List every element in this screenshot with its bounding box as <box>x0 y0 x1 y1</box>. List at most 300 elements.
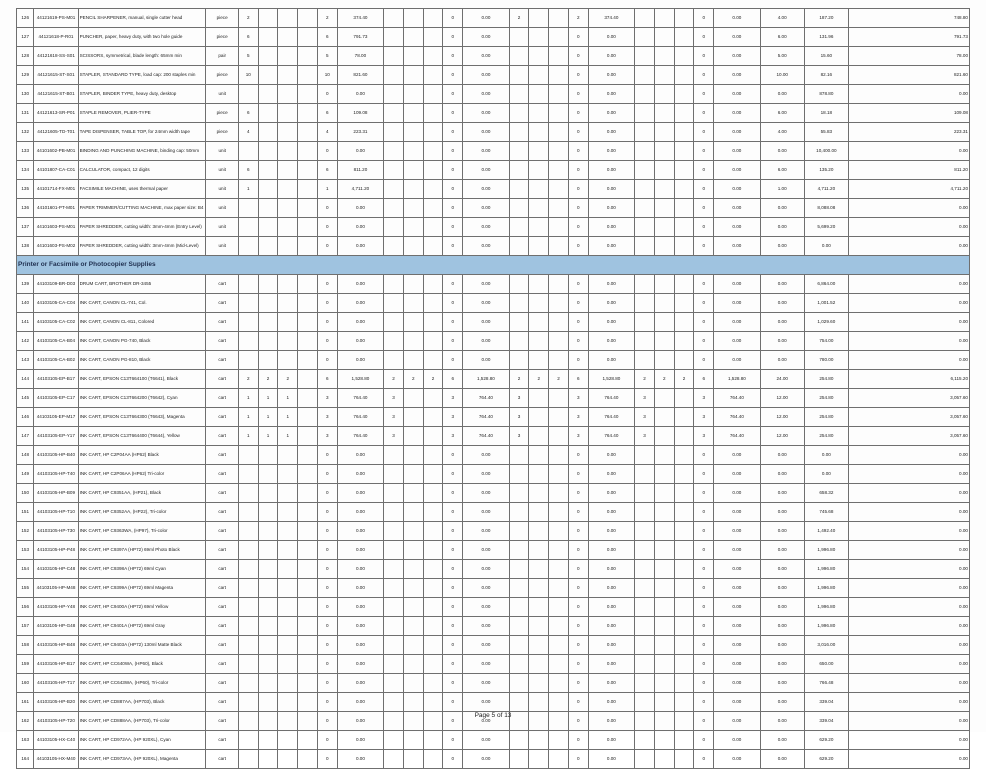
qty-cell <box>238 655 258 674</box>
qty-cell <box>635 28 655 47</box>
qty-cell <box>654 598 674 617</box>
qty-cell <box>238 294 258 313</box>
qty-cell <box>298 47 318 66</box>
item-description: INK CART, HP C2P04AA (HP62) Black <box>78 446 206 465</box>
item-number: 139 <box>17 275 34 294</box>
qty-cell <box>529 237 549 256</box>
qty-cell <box>654 123 674 142</box>
qty-cell <box>549 85 569 104</box>
qty-cell <box>509 294 529 313</box>
qty-cell <box>509 636 529 655</box>
qty-cell <box>529 199 549 218</box>
qty-cell <box>298 541 318 560</box>
qty-cell <box>654 522 674 541</box>
qty-cell <box>529 731 549 750</box>
section-title: Printer or Facsimile or Photocopier Supplies <box>17 256 970 275</box>
qty-cell <box>423 408 443 427</box>
qty-subtotal: 0 <box>568 66 588 85</box>
qty-subtotal: 0 <box>317 750 337 769</box>
qty-cell <box>384 579 404 598</box>
qty-subtotal: 0 <box>568 541 588 560</box>
qty-cell <box>298 199 318 218</box>
qty-subtotal: 0 <box>694 199 714 218</box>
table-row <box>17 389 970 408</box>
amount-cell: 0.00 <box>588 180 634 199</box>
qty-subtotal: 0 <box>443 199 463 218</box>
qty-cell <box>298 9 318 28</box>
unit-price: 650.00 <box>804 655 848 674</box>
qty-cell <box>549 123 569 142</box>
qty-cell <box>509 123 529 142</box>
qty-cell <box>549 636 569 655</box>
total-amount: 0.00 <box>848 199 969 218</box>
qty-cell <box>509 313 529 332</box>
qty-subtotal: 0 <box>568 560 588 579</box>
item-number: 133 <box>17 142 34 161</box>
qty-cell <box>549 731 569 750</box>
unit: cart <box>206 731 239 750</box>
table-row <box>17 370 970 389</box>
qty-cell <box>423 598 443 617</box>
amount-cell: 0.00 <box>337 332 383 351</box>
qty-subtotal: 0 <box>443 28 463 47</box>
amount-cell: 811.20 <box>337 161 383 180</box>
item-code: 44103105-HP-B17 <box>34 655 78 674</box>
total-amount: 0.00 <box>848 617 969 636</box>
item-code: 44103105-HP-T20 <box>34 712 78 731</box>
qty-cell <box>423 142 443 161</box>
qty-subtotal: 0 <box>694 731 714 750</box>
amount-cell: 0.00 <box>588 47 634 66</box>
table-body-bottom <box>17 275 970 769</box>
qty-cell: 2 <box>384 370 404 389</box>
qty-cell <box>384 199 404 218</box>
amount-cell: 0.00 <box>714 579 760 598</box>
amount-cell: 374.40 <box>337 9 383 28</box>
total-amount: 0.00 <box>848 237 969 256</box>
qty-subtotal: 0 <box>317 636 337 655</box>
amount-cell: 0.00 <box>463 180 509 199</box>
qty-cell <box>403 294 423 313</box>
qty-cell <box>549 28 569 47</box>
qty-cell <box>423 123 443 142</box>
qty-subtotal: 0 <box>694 712 714 731</box>
total-quantity: 0.00 <box>760 693 804 712</box>
total-amount: 0.00 <box>848 313 969 332</box>
unit: unit <box>206 161 239 180</box>
qty-cell <box>654 66 674 85</box>
qty-cell <box>509 579 529 598</box>
qty-subtotal: 0 <box>568 104 588 123</box>
qty-cell <box>423 427 443 446</box>
qty-subtotal: 0 <box>694 655 714 674</box>
qty-subtotal: 0 <box>568 85 588 104</box>
total-amount: 4,711.20 <box>848 180 969 199</box>
qty-cell <box>238 636 258 655</box>
amount-cell: 0.00 <box>714 28 760 47</box>
qty-cell <box>238 731 258 750</box>
qty-cell <box>423 693 443 712</box>
item-code: 44121615-ST-B01 <box>34 85 78 104</box>
qty-cell <box>403 332 423 351</box>
qty-cell <box>674 85 694 104</box>
qty-cell <box>654 560 674 579</box>
qty-cell <box>529 180 549 199</box>
qty-cell <box>258 541 278 560</box>
qty-subtotal: 0 <box>568 712 588 731</box>
qty-cell: 3 <box>635 389 655 408</box>
amount-cell: 0.00 <box>337 693 383 712</box>
amount-cell: 0.00 <box>714 66 760 85</box>
qty-cell <box>509 674 529 693</box>
item-description: INK CART, CANON PG-740, Black <box>78 332 206 351</box>
amount-cell: 0.00 <box>463 636 509 655</box>
item-description: INK CART, HP CC643WA, (HP60), Tri-color <box>78 674 206 693</box>
qty-cell <box>529 123 549 142</box>
unit-price: 0.00 <box>804 237 848 256</box>
qty-cell <box>403 104 423 123</box>
item-number: 155 <box>17 579 34 598</box>
qty-cell <box>549 313 569 332</box>
total-quantity: 0.00 <box>760 294 804 313</box>
amount-cell: 0.00 <box>714 275 760 294</box>
qty-subtotal: 0 <box>694 693 714 712</box>
qty-cell <box>384 446 404 465</box>
amount-cell: 0.00 <box>714 731 760 750</box>
qty-subtotal: 0 <box>568 693 588 712</box>
qty-subtotal: 0 <box>443 579 463 598</box>
qty-subtotal: 5 <box>317 47 337 66</box>
item-description: INK CART, EPSON C13T664300 (T6643), Magenta <box>78 408 206 427</box>
unit: cart <box>206 332 239 351</box>
qty-subtotal: 0 <box>568 218 588 237</box>
qty-cell <box>635 446 655 465</box>
qty-subtotal: 0 <box>443 104 463 123</box>
qty-cell <box>529 541 549 560</box>
qty-cell <box>384 693 404 712</box>
qty-cell: 1 <box>238 389 258 408</box>
qty-cell <box>258 598 278 617</box>
qty-subtotal: 0 <box>317 351 337 370</box>
item-description: DRUM CART, BROTHER DR-3455 <box>78 275 206 294</box>
qty-cell <box>635 104 655 123</box>
qty-cell <box>258 560 278 579</box>
qty-subtotal: 0 <box>694 446 714 465</box>
qty-cell <box>674 180 694 199</box>
qty-cell <box>403 66 423 85</box>
qty-cell: 2 <box>549 370 569 389</box>
qty-cell <box>384 161 404 180</box>
qty-cell <box>654 446 674 465</box>
qty-cell <box>258 731 278 750</box>
qty-cell <box>529 636 549 655</box>
qty-cell <box>529 598 549 617</box>
table-row <box>17 731 970 750</box>
qty-cell <box>258 142 278 161</box>
qty-cell: 2 <box>529 370 549 389</box>
item-description: FACSIMILE MACHINE, uses thermal paper <box>78 180 206 199</box>
total-amount: 0.00 <box>848 522 969 541</box>
amount-cell: 0.00 <box>463 294 509 313</box>
qty-cell <box>403 731 423 750</box>
qty-subtotal: 0 <box>694 313 714 332</box>
qty-cell: 3 <box>384 389 404 408</box>
qty-cell <box>298 446 318 465</box>
qty-subtotal: 0 <box>443 522 463 541</box>
amount-cell: 0.00 <box>463 712 509 731</box>
unit: cart <box>206 636 239 655</box>
qty-cell <box>403 275 423 294</box>
total-quantity: 10.00 <box>760 66 804 85</box>
item-number: 162 <box>17 712 34 731</box>
amount-cell: 0.00 <box>588 541 634 560</box>
qty-cell <box>403 237 423 256</box>
unit-price: 1,996.80 <box>804 617 848 636</box>
item-code: 44103105-EP-Y17 <box>34 427 78 446</box>
item-description: PUNCHER, paper, heavy duty, with two hole guide <box>78 28 206 47</box>
qty-cell <box>674 446 694 465</box>
amount-cell: 0.00 <box>714 674 760 693</box>
qty-subtotal: 0 <box>443 750 463 769</box>
qty-subtotal: 0 <box>568 503 588 522</box>
amount-cell: 0.00 <box>337 218 383 237</box>
unit-price: 1,996.80 <box>804 598 848 617</box>
amount-cell: 0.00 <box>588 731 634 750</box>
item-description: INK CART, HP CD888AA, (HP703), Tri-color <box>78 712 206 731</box>
table-row <box>17 104 970 123</box>
qty-cell <box>238 446 258 465</box>
item-code: 44103105-CA-B02 <box>34 351 78 370</box>
qty-cell <box>298 731 318 750</box>
item-number: 128 <box>17 47 34 66</box>
qty-cell <box>423 465 443 484</box>
qty-cell <box>384 617 404 636</box>
qty-cell <box>635 161 655 180</box>
item-code: 44101714-FX-M01 <box>34 180 78 199</box>
item-description: INK CART, HP CD972AA, (HP 920XL), Cyan <box>78 731 206 750</box>
qty-subtotal: 0 <box>443 484 463 503</box>
unit: unit <box>206 199 239 218</box>
qty-cell <box>509 522 529 541</box>
qty-cell <box>298 161 318 180</box>
qty-subtotal: 0 <box>317 541 337 560</box>
qty-cell <box>298 123 318 142</box>
qty-cell <box>403 484 423 503</box>
qty-cell <box>635 199 655 218</box>
qty-cell <box>635 9 655 28</box>
amount-cell: 0.00 <box>588 218 634 237</box>
qty-cell <box>509 465 529 484</box>
table-row <box>17 503 970 522</box>
unit: cart <box>206 712 239 731</box>
unit: piece <box>206 123 239 142</box>
amount-cell: 0.00 <box>337 294 383 313</box>
unit: cart <box>206 598 239 617</box>
qty-cell <box>509 47 529 66</box>
item-code: 44103105-HP-P48 <box>34 541 78 560</box>
qty-subtotal: 0 <box>317 199 337 218</box>
qty-cell <box>278 66 298 85</box>
qty-cell <box>298 332 318 351</box>
qty-subtotal: 0 <box>317 237 337 256</box>
qty-cell <box>635 313 655 332</box>
qty-cell <box>509 446 529 465</box>
qty-subtotal: 0 <box>443 731 463 750</box>
amount-cell: 0.00 <box>588 294 634 313</box>
item-number: 150 <box>17 484 34 503</box>
qty-cell <box>278 636 298 655</box>
total-amount: 0.00 <box>848 731 969 750</box>
amount-cell: 0.00 <box>714 161 760 180</box>
amount-cell: 0.00 <box>463 465 509 484</box>
qty-cell <box>674 541 694 560</box>
amount-cell: 0.00 <box>463 104 509 123</box>
qty-cell <box>258 294 278 313</box>
total-quantity: 0.00 <box>760 85 804 104</box>
unit-price: 1,996.80 <box>804 541 848 560</box>
amount-cell: 764.40 <box>337 389 383 408</box>
qty-cell <box>278 104 298 123</box>
item-number: 160 <box>17 674 34 693</box>
total-quantity: 0.00 <box>760 503 804 522</box>
qty-subtotal: 3 <box>694 408 714 427</box>
qty-subtotal: 0 <box>317 218 337 237</box>
qty-cell <box>384 237 404 256</box>
item-description: TAPE DISPENSER, TABLE TOP, for 24mm width tape <box>78 123 206 142</box>
total-amount: 109.08 <box>848 104 969 123</box>
item-number: 156 <box>17 598 34 617</box>
unit: cart <box>206 465 239 484</box>
qty-cell <box>238 522 258 541</box>
qty-subtotal: 0 <box>568 275 588 294</box>
item-code: 44121605-TD-T01 <box>34 123 78 142</box>
qty-cell <box>654 541 674 560</box>
qty-cell <box>384 294 404 313</box>
qty-cell <box>635 541 655 560</box>
item-code: 44103105-CA-B04 <box>34 332 78 351</box>
qty-cell <box>423 617 443 636</box>
amount-cell: 0.00 <box>714 750 760 769</box>
qty-cell <box>654 294 674 313</box>
item-description: INK CART, EPSON C13T664100 (T6641), Black <box>78 370 206 389</box>
qty-subtotal: 0 <box>694 218 714 237</box>
item-description: INK CART, CANON CL-811, Colored <box>78 313 206 332</box>
amount-cell: 764.40 <box>588 408 634 427</box>
amount-cell: 0.00 <box>463 541 509 560</box>
qty-cell <box>529 104 549 123</box>
qty-cell <box>529 275 549 294</box>
qty-cell <box>529 408 549 427</box>
table-row <box>17 313 970 332</box>
item-description: INK CART, EPSON C13T664400 (T6644), Yellow <box>78 427 206 446</box>
amount-cell: 0.00 <box>463 617 509 636</box>
qty-cell <box>278 750 298 769</box>
amount-cell: 0.00 <box>714 693 760 712</box>
qty-cell <box>238 598 258 617</box>
total-amount: 0.00 <box>848 579 969 598</box>
qty-cell <box>674 218 694 237</box>
qty-cell <box>403 28 423 47</box>
qty-cell <box>635 674 655 693</box>
qty-cell <box>423 750 443 769</box>
item-description: INK CART, HP CD973AA, (HP 920XL), Magenta <box>78 750 206 769</box>
qty-cell <box>384 28 404 47</box>
table-row <box>17 275 970 294</box>
amount-cell: 0.00 <box>588 693 634 712</box>
amount-cell: 764.40 <box>714 408 760 427</box>
qty-cell <box>509 655 529 674</box>
item-number: 129 <box>17 66 34 85</box>
qty-subtotal: 3 <box>694 427 714 446</box>
qty-cell: 10 <box>238 66 258 85</box>
qty-cell <box>549 332 569 351</box>
qty-subtotal: 0 <box>443 332 463 351</box>
qty-cell <box>403 199 423 218</box>
qty-cell <box>403 522 423 541</box>
qty-cell <box>423 47 443 66</box>
qty-cell <box>674 28 694 47</box>
qty-cell <box>529 47 549 66</box>
qty-subtotal: 0 <box>443 161 463 180</box>
amount-cell: 0.00 <box>463 522 509 541</box>
qty-cell: 6 <box>238 28 258 47</box>
amount-cell: 0.00 <box>337 275 383 294</box>
qty-cell <box>529 579 549 598</box>
qty-cell: 1 <box>258 408 278 427</box>
item-code: 44103109-BR-D03 <box>34 275 78 294</box>
qty-cell: 1 <box>278 427 298 446</box>
qty-cell <box>403 503 423 522</box>
amount-cell: 0.00 <box>463 142 509 161</box>
qty-cell <box>654 104 674 123</box>
item-description: INK CART, HP CD887AA, (HP703), Black <box>78 693 206 712</box>
qty-cell <box>635 66 655 85</box>
qty-cell <box>549 541 569 560</box>
amount-cell: 1,528.80 <box>463 370 509 389</box>
qty-cell <box>278 674 298 693</box>
qty-cell <box>278 218 298 237</box>
table-row <box>17 579 970 598</box>
unit: cart <box>206 617 239 636</box>
qty-cell: 2 <box>654 370 674 389</box>
qty-cell <box>674 104 694 123</box>
qty-cell <box>509 484 529 503</box>
qty-cell <box>549 484 569 503</box>
item-description: INK CART, HP C9403A (HP72) 130ml Matte Black <box>78 636 206 655</box>
qty-subtotal: 0 <box>443 180 463 199</box>
table-row <box>17 332 970 351</box>
qty-cell <box>549 161 569 180</box>
qty-cell <box>278 446 298 465</box>
qty-cell <box>258 161 278 180</box>
qty-subtotal: 3 <box>568 408 588 427</box>
qty-cell <box>529 161 549 180</box>
qty-subtotal: 4 <box>317 123 337 142</box>
qty-cell <box>278 484 298 503</box>
qty-subtotal: 3 <box>317 427 337 446</box>
qty-cell <box>549 465 569 484</box>
total-amount: 0.00 <box>848 503 969 522</box>
qty-cell <box>509 541 529 560</box>
qty-subtotal: 0 <box>568 484 588 503</box>
unit: pair <box>206 47 239 66</box>
qty-cell <box>298 427 318 446</box>
item-code: 44103105-HP-B40 <box>34 446 78 465</box>
qty-subtotal: 0 <box>568 123 588 142</box>
amount-cell: 0.00 <box>337 522 383 541</box>
qty-cell <box>549 275 569 294</box>
total-quantity: 0.00 <box>760 218 804 237</box>
